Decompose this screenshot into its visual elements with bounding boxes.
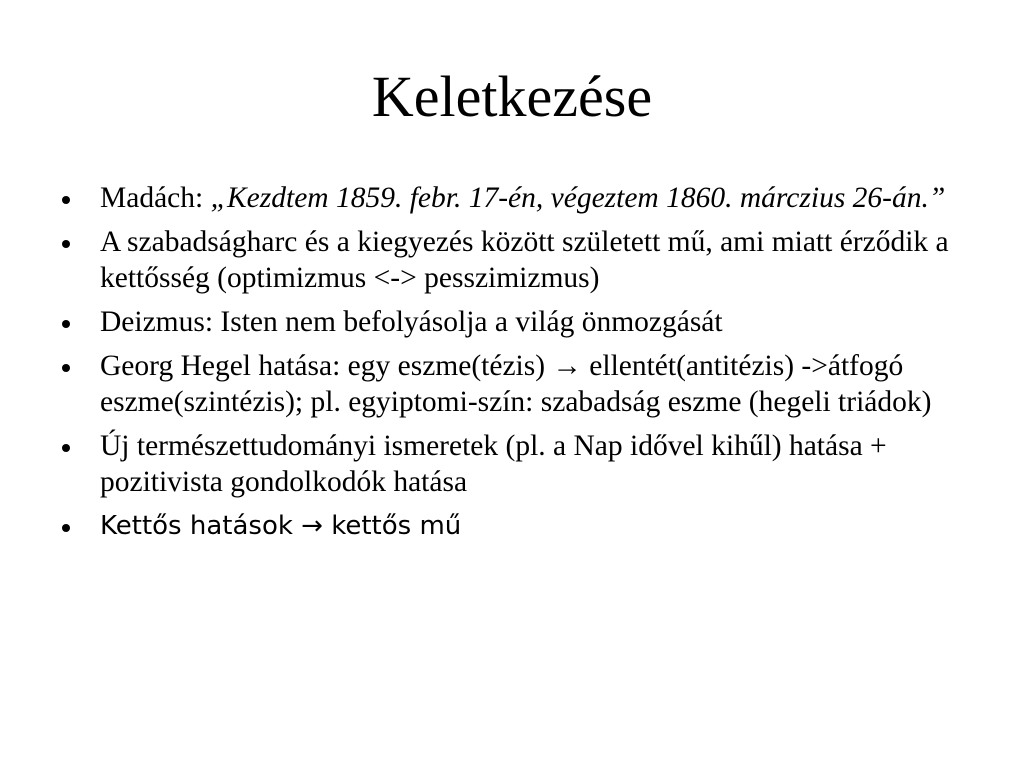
bullet-prefix: Madách: — [100, 182, 211, 214]
bullet-text: Georg Hegel hatása: egy eszme(tézis) → ellentét(antitézis) ->átfogó eszme(szintézis); pl. egyiptomi-szín: szabadság eszme (hegeli triádok) — [100, 350, 932, 418]
bullet-text: Új természettudományi ismeretek (pl. a Nap idővel kihűl) hatása + pozitivista gondolkodók hatása — [100, 430, 887, 498]
bullet-icon — [62, 196, 70, 204]
bullet-text: Deizmus: Isten nem befolyásolja a világ önmozgását — [100, 306, 723, 338]
bullet-icon — [62, 240, 70, 248]
slide-title: Keletkezése — [371, 64, 653, 129]
bullet-quote: „Kezdtem 1859. febr. 17-én, végeztem 1860. márczius 26-án.” — [210, 182, 946, 214]
bullet-list — [62, 180, 982, 552]
list-item — [62, 224, 982, 296]
bullet-icon — [62, 444, 70, 452]
bullet-text: Kettős hatások → kettős mű — [100, 511, 462, 541]
bullet-icon — [62, 364, 70, 372]
bullet-icon — [62, 320, 70, 328]
list-item — [62, 180, 982, 216]
list-item — [62, 304, 982, 340]
list-item — [62, 508, 982, 544]
list-item — [62, 428, 982, 500]
bullet-text: A szabadságharc és a kiegyezés között született mű, ami miatt érződik a kettősség (optimizmus <-> pesszimizmus) — [100, 226, 949, 294]
list-item — [62, 348, 982, 420]
bullet-icon — [62, 524, 70, 532]
